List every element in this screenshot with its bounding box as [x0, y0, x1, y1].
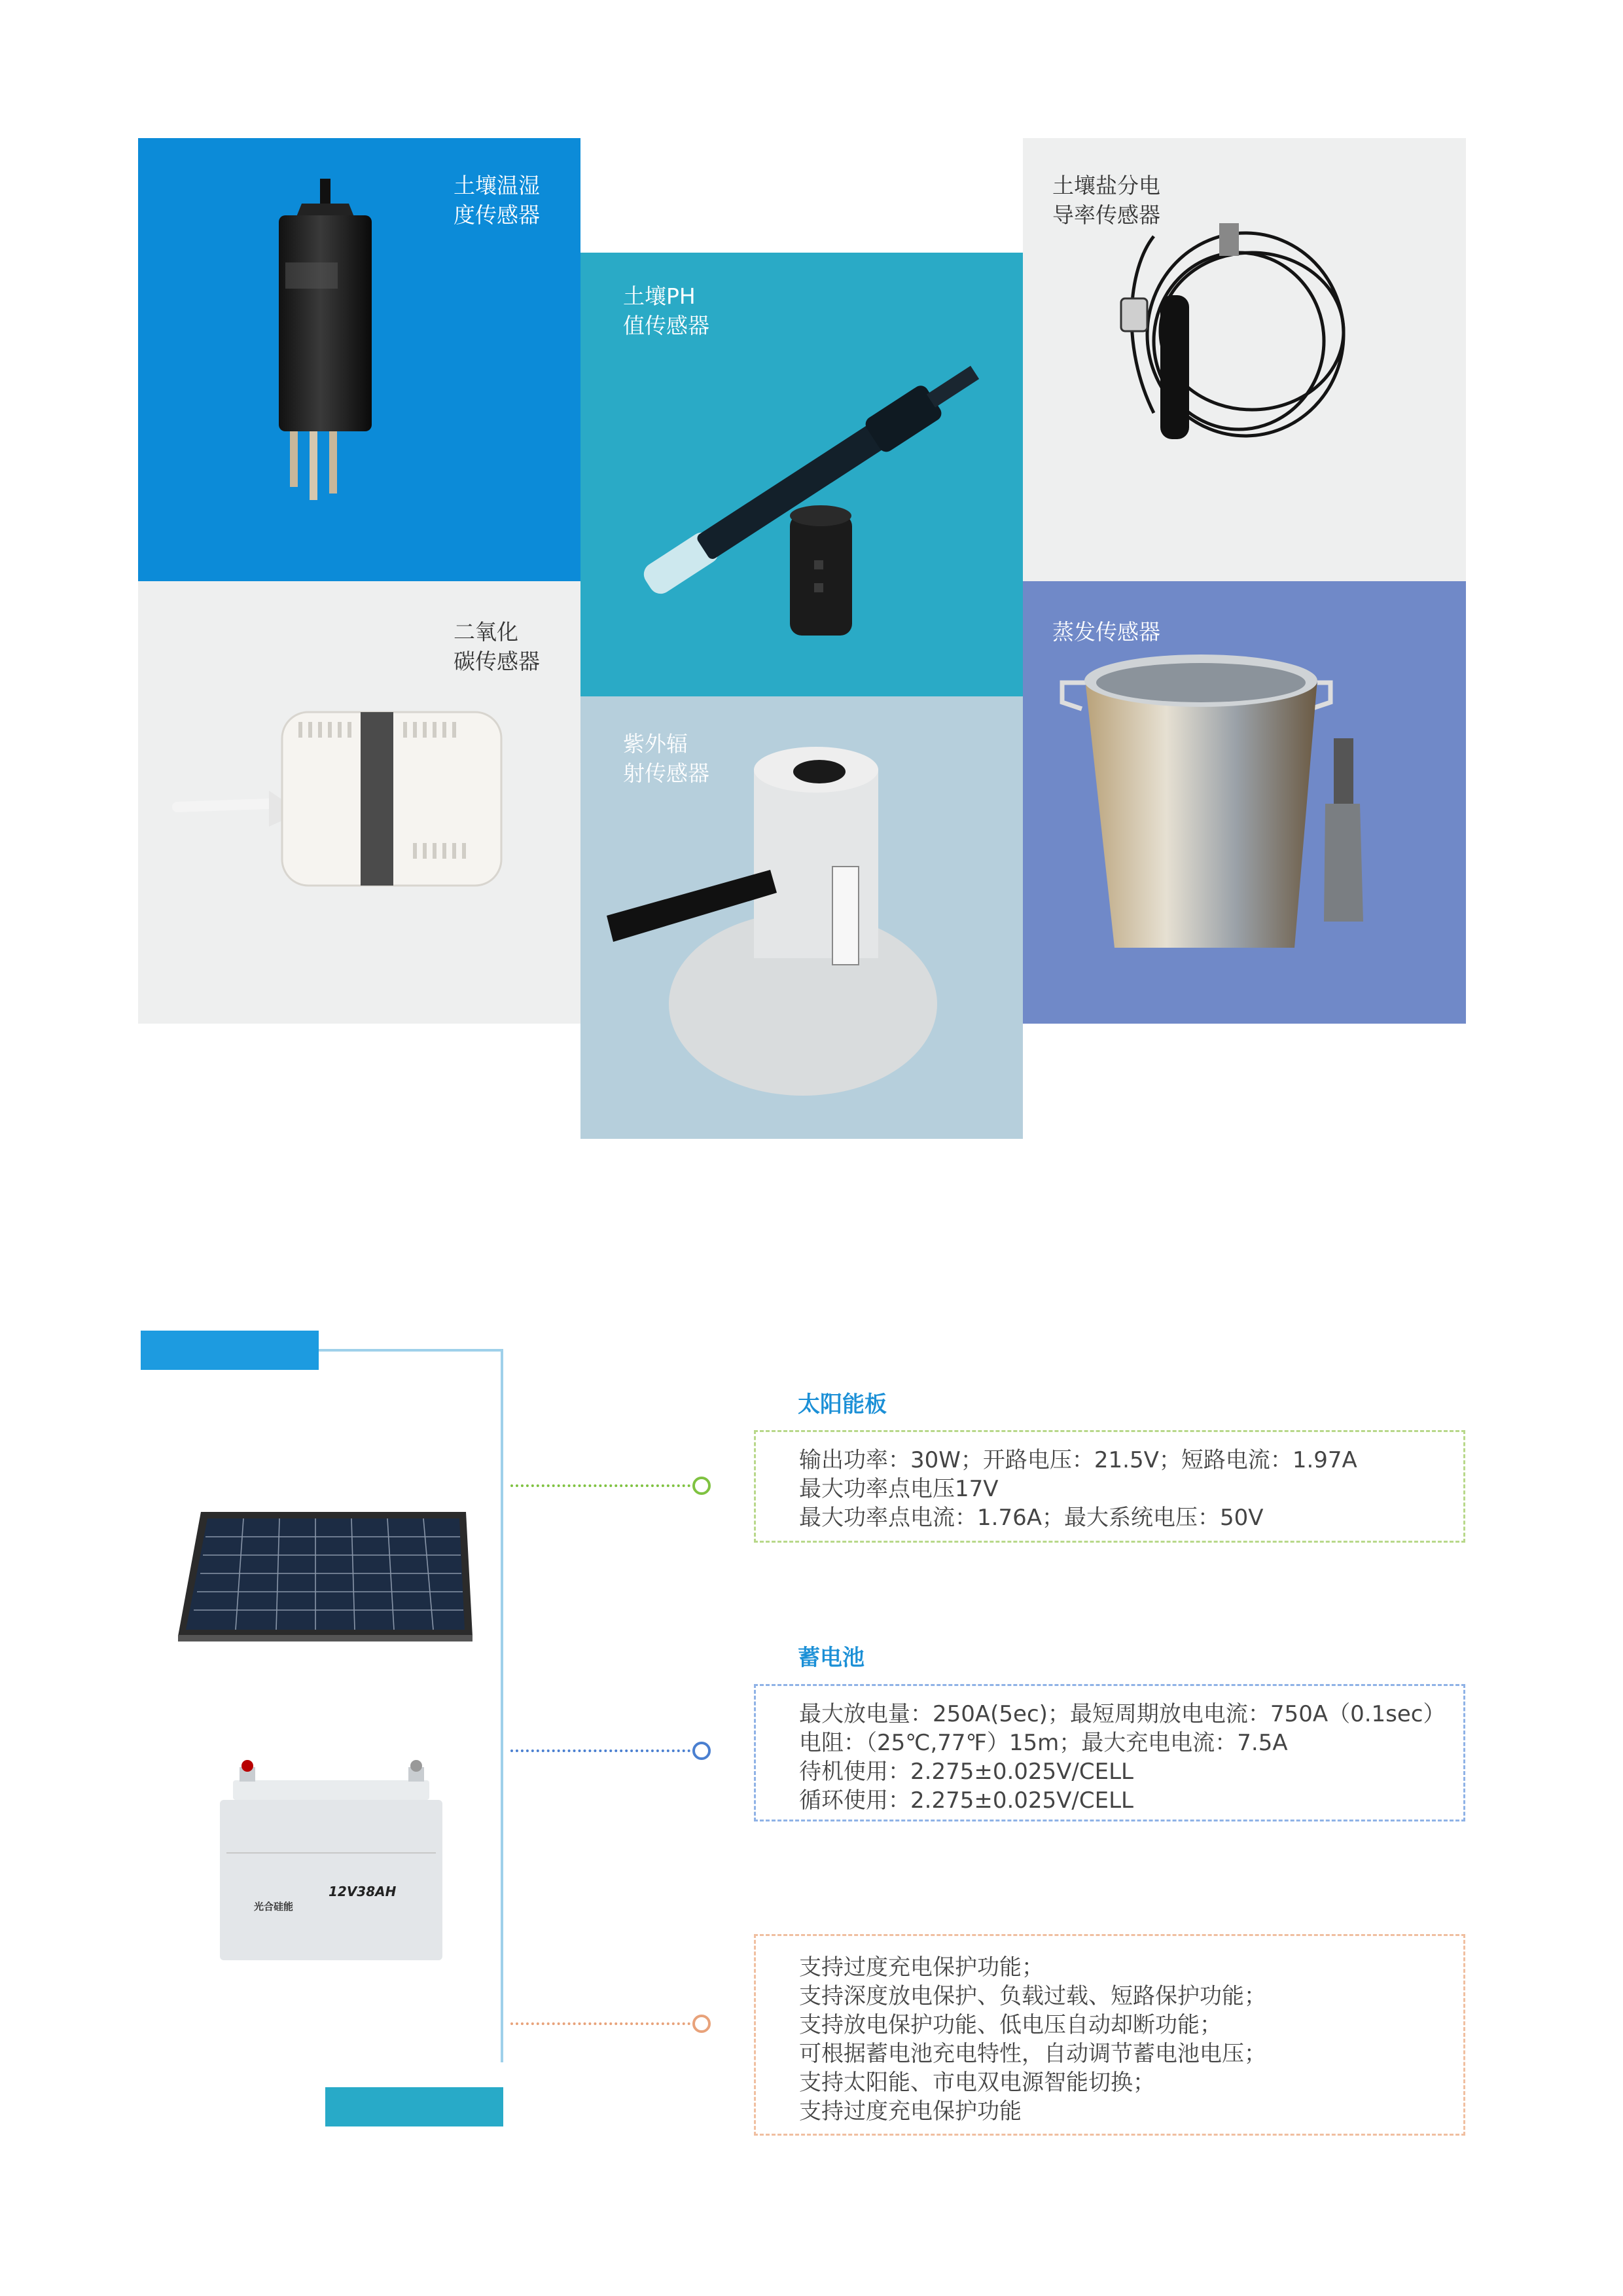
sensor-tile-uv	[580, 696, 1023, 1139]
soil-salinity-sensor-image	[1023, 138, 1466, 581]
battery-image	[213, 1754, 446, 1964]
feature-line: 支持太阳能、市电双电源智能切换；	[799, 2070, 1155, 2096]
battery-brand: 光合硅能	[254, 1901, 294, 1912]
sensor-tile-soil-salinity	[1023, 138, 1466, 581]
soil-temp-humidity-sensor-image	[138, 138, 580, 581]
solar-connector-line	[510, 1484, 690, 1487]
battery-shape	[213, 1754, 446, 1964]
solar-connector-node	[692, 1477, 711, 1495]
connector-top-horizontal	[319, 1349, 501, 1352]
sensor-tile-soil-ph	[580, 253, 1023, 696]
connector-vertical	[501, 1349, 503, 2062]
feature-line: 支持过度充电保护功能	[799, 2098, 1022, 2125]
controller-feature-box	[754, 1934, 1465, 2136]
controller-connector-line	[510, 2022, 690, 2025]
evaporation-sensor-image	[1023, 581, 1466, 1024]
uv-sensor-image	[580, 696, 1023, 1139]
spec-line: 最大功率点电压17V	[799, 1476, 999, 1502]
spec-line: 最大放电量：250A(5ec)；最短周期放电电流：750A（0.1sec）	[799, 1701, 1446, 1727]
sensor-label: 土壤盐分电 导率传感器	[1052, 173, 1160, 228]
sensor-label: 土壤温湿 度传感器	[454, 173, 540, 228]
sensor-label: 土壤PH 值传感器	[623, 283, 709, 338]
co2-sensor-image	[138, 581, 580, 1024]
bottom-tab	[325, 2087, 503, 2126]
sensor-label: 紫外辐 射传感器	[623, 731, 709, 786]
feature-line: 可根据蓄电池充电特性，自动调节蓄电池电压；	[799, 2041, 1266, 2067]
sensor-tile-co2	[138, 581, 580, 1024]
controller-connector-node	[692, 2015, 711, 2033]
spec-line: 循环使用：2.275±0.025V/CELL	[799, 1787, 1133, 1814]
spec-line: 最大功率点电流：1.76A；最大系统电压：50V	[799, 1505, 1264, 1531]
solar-panel-spec-box	[754, 1430, 1465, 1543]
top-tab	[141, 1331, 319, 1370]
solar-panel-image	[171, 1505, 473, 1643]
sensor-label: 二氧化 碳传感器	[454, 619, 540, 674]
battery-title: 蓄电池	[798, 1645, 865, 1671]
battery-spec-box	[754, 1684, 1465, 1821]
feature-line: 支持放电保护功能、低电压自动却断功能；	[799, 2012, 1222, 2038]
battery-connector-node	[692, 1742, 711, 1760]
spec-line: 待机使用：2.275±0.025V/CELL	[799, 1759, 1133, 1785]
battery-connector-line	[510, 1749, 690, 1752]
soil-ph-sensor-image	[580, 253, 1023, 696]
sensor-tile-evaporation	[1023, 581, 1466, 1024]
solar-panel-title: 太阳能板	[798, 1391, 887, 1418]
spec-line: 电阻：（25℃,77℉）15m；最大充电电流：7.5A	[799, 1730, 1288, 1756]
sensor-tile-soil-temp-humidity	[138, 138, 580, 581]
sensor-label: 蒸发传感器	[1052, 619, 1160, 645]
battery-spec-label: 12V38AH	[329, 1884, 397, 1899]
feature-line: 支持过度充电保护功能；	[799, 1954, 1044, 1981]
spec-line: 输出功率：30W；开路电压：21.5V；短路电流：1.97A	[799, 1447, 1357, 1473]
feature-line: 支持深度放电保护、负载过载、短路保护功能；	[799, 1983, 1266, 2009]
